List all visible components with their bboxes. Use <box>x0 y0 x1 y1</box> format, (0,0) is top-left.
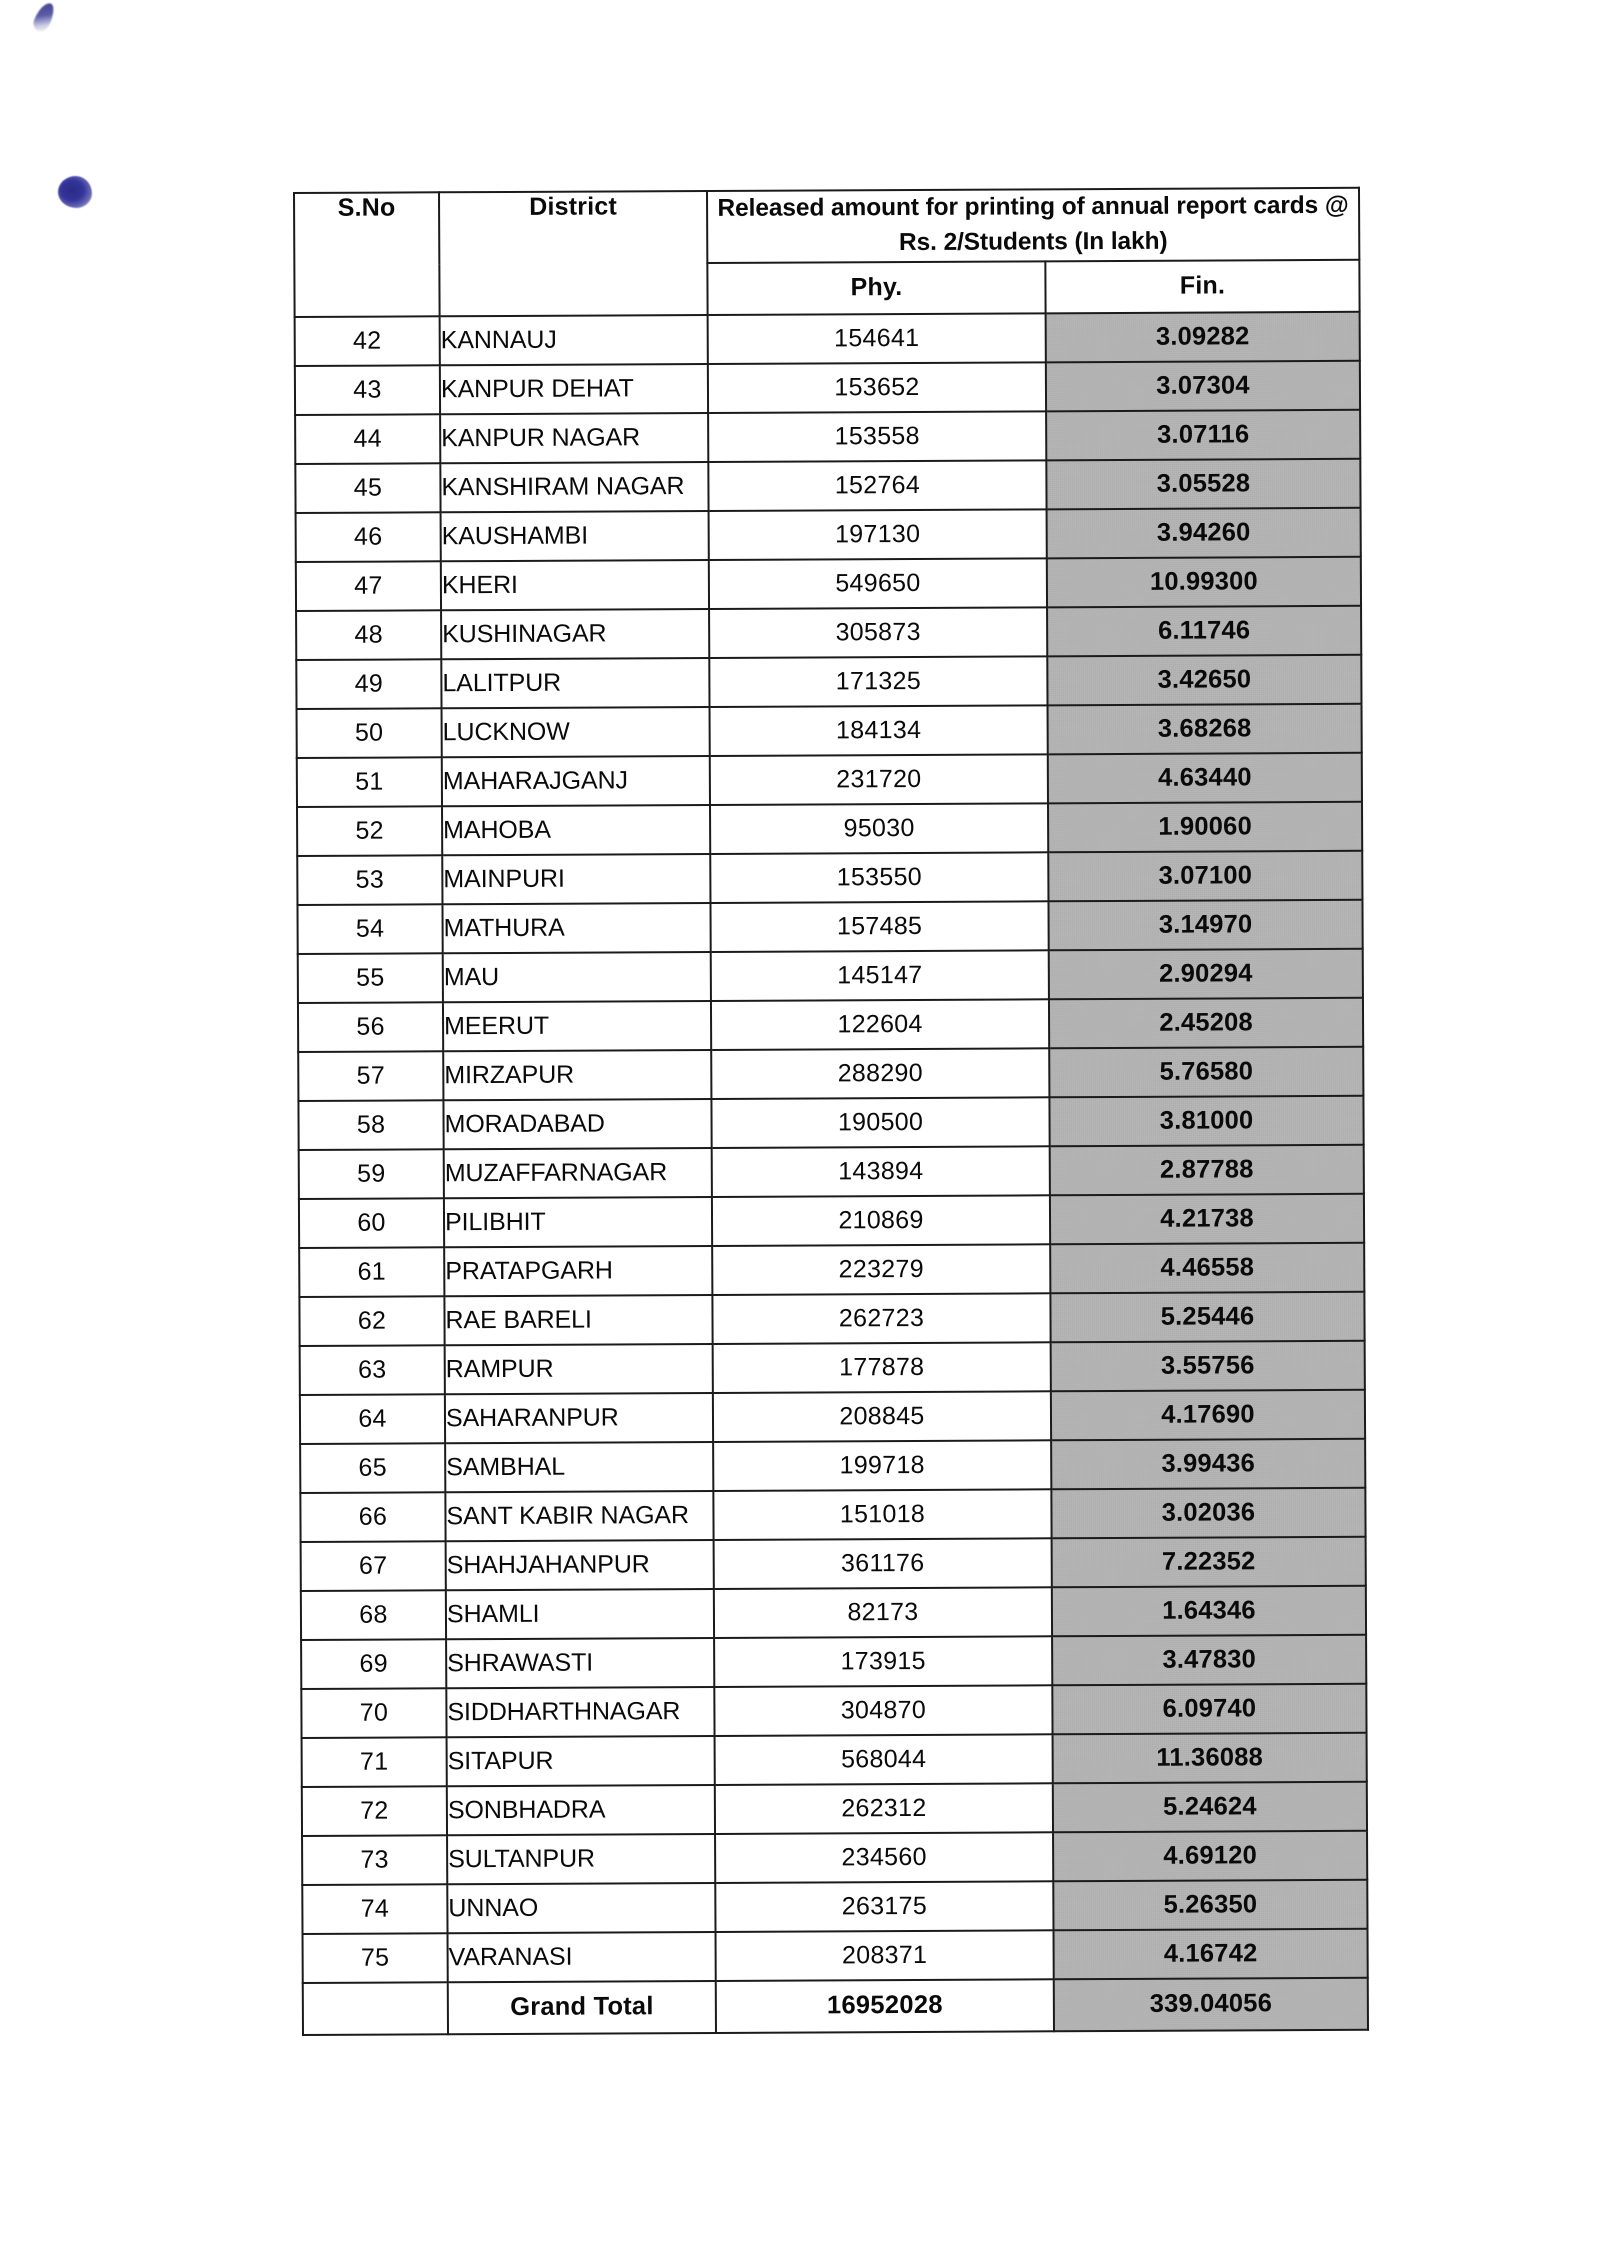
cell-fin: 3.07304 <box>1046 360 1360 411</box>
cell-fin: 4.46558 <box>1050 1242 1364 1293</box>
cell-sno: 73 <box>302 1835 447 1885</box>
cell-fin: 3.14970 <box>1048 899 1362 950</box>
cell-phy: 153652 <box>708 362 1046 413</box>
table-row <box>297 899 1362 953</box>
cell-district: MIRZAPUR <box>443 1050 711 1100</box>
cell-phy: 95030 <box>710 803 1048 854</box>
table-row <box>296 556 1361 610</box>
cell-phy: 549650 <box>709 558 1047 609</box>
table-row <box>298 1095 1363 1149</box>
cell-sno: 51 <box>297 757 442 807</box>
table-row <box>295 311 1360 365</box>
cell-district: KANPUR DEHAT <box>440 364 708 414</box>
cell-sno: 62 <box>299 1296 444 1346</box>
cell-district: MORADABAD <box>443 1099 711 1149</box>
cell-fin: 3.99436 <box>1051 1438 1365 1489</box>
cell-district: SIDDHARTHNAGAR <box>446 1687 714 1737</box>
table-row <box>301 1683 1366 1737</box>
cell-fin: 3.55756 <box>1051 1340 1365 1391</box>
table-row <box>302 1879 1367 1933</box>
cell-district: MAHARAJGANJ <box>442 756 710 806</box>
cell-phy: 231720 <box>710 754 1048 805</box>
cell-fin: 3.81000 <box>1049 1095 1363 1146</box>
cell-sno: 75 <box>303 1933 448 1983</box>
cell-district: SAHARANPUR <box>445 1393 713 1443</box>
cell-phy: 223279 <box>712 1244 1050 1295</box>
table-row <box>301 1585 1366 1639</box>
cell-fin: 6.11746 <box>1047 605 1361 656</box>
cell-district: UNNAO <box>447 1883 715 1933</box>
table-body <box>295 311 1368 2034</box>
cell-sno: 71 <box>302 1737 447 1787</box>
cell-phy: 82173 <box>714 1587 1052 1638</box>
cell-district: MAU <box>443 952 711 1002</box>
cell-phy: 173915 <box>714 1636 1052 1687</box>
cell-sno-empty <box>303 1982 448 2035</box>
cell-phy: 151018 <box>713 1489 1051 1540</box>
cell-district: MUZAFFARNAGAR <box>444 1148 712 1198</box>
column-header-phy: Phy. <box>707 261 1045 315</box>
cell-sno: 63 <box>300 1345 445 1395</box>
cell-fin: 3.02036 <box>1051 1487 1365 1538</box>
cell-sno: 58 <box>298 1100 443 1150</box>
cell-fin: 2.45208 <box>1049 997 1363 1048</box>
cell-phy: 304870 <box>714 1685 1052 1736</box>
table-row <box>298 1046 1363 1100</box>
cell-phy: 122604 <box>711 999 1049 1050</box>
ink-mark-stroke <box>31 0 57 34</box>
cell-district: SITAPUR <box>447 1736 715 1786</box>
table-row <box>301 1634 1366 1688</box>
cell-phy: 262312 <box>715 1783 1053 1834</box>
cell-phy: 184134 <box>710 705 1048 756</box>
cell-district: VARANASI <box>448 1932 716 1982</box>
cell-district: SHAHJAHANPUR <box>446 1540 714 1590</box>
table-header <box>294 188 1360 317</box>
cell-phy: 197130 <box>709 509 1047 560</box>
cell-sno: 64 <box>300 1394 445 1444</box>
cell-sno: 45 <box>295 463 440 513</box>
table-row <box>298 997 1363 1051</box>
cell-district: SHAMLI <box>446 1589 714 1639</box>
cell-sno: 54 <box>297 904 442 954</box>
cell-sno: 55 <box>298 953 443 1003</box>
cell-sno: 68 <box>301 1590 446 1640</box>
cell-fin: 3.09282 <box>1046 311 1360 362</box>
cell-phy: 171325 <box>709 656 1047 707</box>
cell-fin: 6.09740 <box>1052 1683 1366 1734</box>
cell-sno: 60 <box>299 1198 444 1248</box>
cell-phy: 208371 <box>716 1930 1054 1981</box>
cell-district: PRATAPGARH <box>444 1246 712 1296</box>
header-row-primary <box>294 188 1359 265</box>
cell-sno: 72 <box>302 1786 447 1836</box>
cell-grand-total-fin: 339.04056 <box>1054 1977 1368 2031</box>
table-row <box>299 1242 1364 1296</box>
cell-sno: 65 <box>300 1443 445 1493</box>
cell-sno: 66 <box>300 1492 445 1542</box>
cell-district: RAE BARELI <box>444 1295 712 1345</box>
table-row <box>300 1487 1365 1541</box>
cell-phy: 154641 <box>708 313 1046 364</box>
cell-sno: 56 <box>298 1002 443 1052</box>
cell-district: MAHOBA <box>442 805 710 855</box>
table-row <box>299 1144 1364 1198</box>
cell-district: MAINPURI <box>442 854 710 904</box>
cell-district: SANT KABIR NAGAR <box>445 1491 713 1541</box>
table-row <box>301 1536 1366 1590</box>
cell-sno: 53 <box>297 855 442 905</box>
cell-fin: 1.64346 <box>1052 1585 1366 1636</box>
table-row <box>295 360 1360 414</box>
table-row <box>302 1830 1367 1884</box>
ink-mark-blot <box>58 176 92 208</box>
cell-sno: 59 <box>299 1149 444 1199</box>
cell-fin: 7.22352 <box>1052 1536 1366 1587</box>
cell-fin: 1.90060 <box>1048 801 1362 852</box>
table-row <box>299 1291 1364 1345</box>
cell-sno: 74 <box>302 1884 447 1934</box>
cell-sno: 48 <box>296 610 441 660</box>
cell-district: PILIBHIT <box>444 1197 712 1247</box>
cell-phy: 210869 <box>712 1195 1050 1246</box>
column-header-sno: S.No <box>294 192 440 316</box>
cell-fin: 4.21738 <box>1050 1193 1364 1244</box>
cell-district: KANPUR NAGAR <box>440 413 708 463</box>
cell-fin: 11.36088 <box>1053 1732 1367 1783</box>
cell-fin: 10.99300 <box>1047 556 1361 607</box>
cell-fin: 5.26350 <box>1053 1879 1367 1930</box>
column-header-fin: Fin. <box>1045 259 1359 313</box>
table-row <box>303 1928 1368 1982</box>
cell-sno: 42 <box>295 316 440 366</box>
cell-sno: 67 <box>301 1541 446 1591</box>
report-table-container <box>293 187 1367 2036</box>
cell-sno: 44 <box>295 414 440 464</box>
cell-fin: 3.07100 <box>1048 850 1362 901</box>
cell-sno: 43 <box>295 365 440 415</box>
released-amount-table <box>293 187 1369 2036</box>
cell-sno: 70 <box>301 1688 446 1738</box>
table-row <box>296 654 1361 708</box>
cell-phy: 234560 <box>715 1832 1053 1883</box>
cell-district: MATHURA <box>442 903 710 953</box>
cell-district: RAMPUR <box>445 1344 713 1394</box>
cell-phy: 361176 <box>714 1538 1052 1589</box>
cell-district: MEERUT <box>443 1001 711 1051</box>
cell-fin: 3.68268 <box>1048 703 1362 754</box>
cell-phy: 262723 <box>712 1293 1050 1344</box>
cell-grand-total-label: Grand Total <box>448 1981 716 2034</box>
cell-fin: 3.42650 <box>1047 654 1361 705</box>
cell-phy: 153550 <box>710 852 1048 903</box>
cell-phy: 177878 <box>713 1342 1051 1393</box>
table-row <box>296 507 1361 561</box>
cell-phy: 208845 <box>713 1391 1051 1442</box>
table-row <box>297 703 1362 757</box>
cell-fin: 2.90294 <box>1049 948 1363 999</box>
table-row <box>296 605 1361 659</box>
cell-grand-total-phy: 16952028 <box>716 1979 1054 2033</box>
cell-fin: 2.87788 <box>1050 1144 1364 1195</box>
cell-fin: 3.47830 <box>1052 1634 1366 1685</box>
cell-district: KHERI <box>441 560 709 610</box>
cell-fin: 4.63440 <box>1048 752 1362 803</box>
cell-phy: 288290 <box>711 1048 1049 1099</box>
cell-district: LALITPUR <box>441 658 709 708</box>
cell-sno: 46 <box>296 512 441 562</box>
column-header-district: District <box>439 191 708 316</box>
cell-phy: 199718 <box>713 1440 1051 1491</box>
cell-district: SAMBHAL <box>445 1442 713 1492</box>
grand-total-row <box>303 1977 1368 2034</box>
table-row <box>297 801 1362 855</box>
cell-phy: 263175 <box>715 1881 1053 1932</box>
cell-district: SHRAWASTI <box>446 1638 714 1688</box>
cell-fin: 3.94260 <box>1047 507 1361 558</box>
cell-district: SULTANPUR <box>447 1834 715 1884</box>
cell-sno: 52 <box>297 806 442 856</box>
table-row <box>295 458 1360 512</box>
cell-phy: 152764 <box>708 460 1046 511</box>
cell-district: LUCKNOW <box>442 707 710 757</box>
table-row <box>300 1389 1365 1443</box>
cell-phy: 305873 <box>709 607 1047 658</box>
cell-sno: 57 <box>298 1051 443 1101</box>
cell-sno: 50 <box>297 708 442 758</box>
cell-sno: 69 <box>301 1639 446 1689</box>
cell-sno: 47 <box>296 561 441 611</box>
cell-sno: 49 <box>296 659 441 709</box>
cell-district: KAUSHAMBI <box>441 511 709 561</box>
cell-district: KANSHIRAM NAGAR <box>440 462 708 512</box>
table-row <box>297 752 1362 806</box>
cell-phy: 157485 <box>710 901 1048 952</box>
cell-phy: 153558 <box>708 411 1046 462</box>
cell-phy: 143894 <box>712 1146 1050 1197</box>
cell-fin: 5.25446 <box>1050 1291 1364 1342</box>
cell-fin: 3.05528 <box>1046 458 1360 509</box>
cell-fin: 5.76580 <box>1049 1046 1363 1097</box>
table-row <box>300 1438 1365 1492</box>
cell-district: KANNAUJ <box>440 315 708 365</box>
cell-district: KUSHINAGAR <box>441 609 709 659</box>
table-row <box>297 850 1362 904</box>
cell-sno: 61 <box>299 1247 444 1297</box>
cell-district: SONBHADRA <box>447 1785 715 1835</box>
cell-fin: 4.17690 <box>1051 1389 1365 1440</box>
table-row <box>295 409 1360 463</box>
table-row <box>302 1732 1367 1786</box>
table-row <box>302 1781 1367 1835</box>
cell-fin: 3.07116 <box>1046 409 1360 460</box>
table-row <box>299 1193 1364 1247</box>
table-row <box>300 1340 1365 1394</box>
column-header-released-amount: Released amount for printing of annual report cards @ Rs. 2/Students (In lakh) <box>707 188 1359 263</box>
cell-fin: 5.24624 <box>1053 1781 1367 1832</box>
cell-phy: 568044 <box>715 1734 1053 1785</box>
cell-phy: 145147 <box>711 950 1049 1001</box>
cell-phy: 190500 <box>711 1097 1049 1148</box>
cell-fin: 4.16742 <box>1054 1928 1368 1979</box>
table-row <box>298 948 1363 1002</box>
cell-fin: 4.69120 <box>1053 1830 1367 1881</box>
